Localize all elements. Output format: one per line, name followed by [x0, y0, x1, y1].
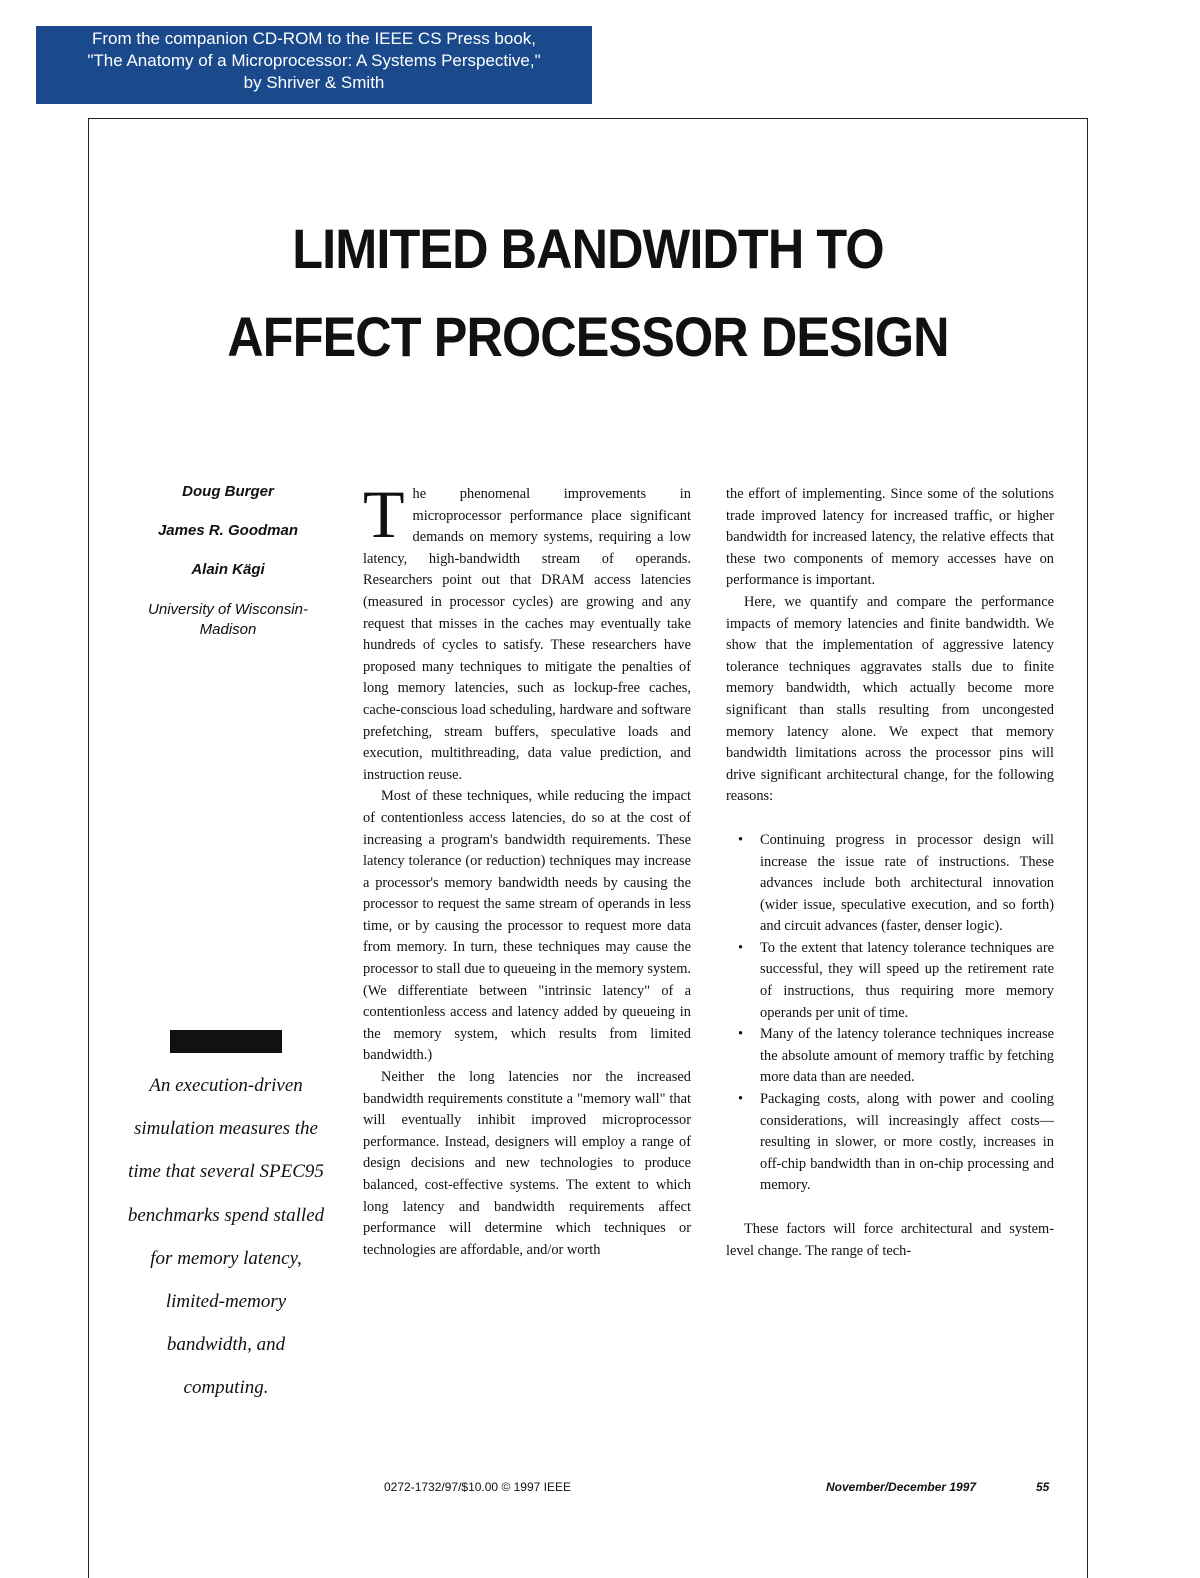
source-banner	[36, 26, 592, 104]
author-name: Doug Burger	[182, 483, 274, 500]
paragraph-text: he phenomenal improvements in microprocessor performance place significant demands on memory systems, requiring a low latency, high-bandwidth stream of operands. Researchers point out that DRAM access latencies (measured in processor cycles) are growing and any request that misses in the caches may eventually take hundreds of cycles to satisfy. These researchers have proposed many techniques to mitigate the penalties of long memory latencies, such as lockup-free caches, cache-conscious load scheduling, hardware and software prefetching, stream buffers, speculative loads and execution, multithreading, data value prediction, and instruction reuse.	[363, 486, 691, 783]
paragraph: Here, we quantify and compare the performance impacts of memory latencies and finite bandwidth. We show that the implementation of aggressive latency tolerance techniques aggravates stalls due to finite memory bandwidth, which actually become more significant than stalls resulting from uncongested memory latency alone. We expect that memory bandwidth limitations across the processor pins will drive significant architectural change, for the following reasons:	[726, 593, 1054, 805]
author-name: James R. Goodman	[157, 522, 299, 539]
list-item-text: Many of the latency tolerance techniques increase the absolute amount of memory traffic by fetching more data than are needed.	[760, 1026, 1054, 1086]
paragraph: Most of these techniques, while reducing the impact of contentionless access latencies, do so at the cost of increasing a program's bandwidth requirements. These latency tolerance (or reduction) techniques may increase a processor's memory bandwidth needs by causing the processor to request the same stream of operands in less time, or by causing the processor to request more data from memory. In turn, these techniques may cause the processor to stall due to queueing in the memory system. (We differentiate between "intrinsic latency" of a contentionless access and latency added by queueing in the memory system, which results from limited bandwidth.)	[363, 788, 691, 1064]
footer-copyright: 0272-1732/97/$10.00 © 1997 IEEE	[384, 1480, 571, 1494]
page-number: 55	[1036, 1480, 1050, 1494]
bullet-icon: •	[738, 831, 744, 848]
list-item-text: Continuing progress in processor design will increase the issue rate of instructions. These advances include both architectural innovation (wider issue, speculative execution, and so forth) and circuit advances (faster, denser logic).	[760, 831, 1054, 935]
paragraph: Neither the long latencies nor the increased bandwidth requirements constitute a "memory wall" that will eventually inhibit improved microprocessor performance. Instead, designers will employ a range of design decisions and new technologies to produce balanced, cost-effective systems. The extent to which long latency and bandwidth requirements affect performance will determine which techniques or technologies are affordable, and/or worth	[363, 1069, 691, 1258]
list-item	[726, 830, 1054, 938]
body-column-1	[363, 476, 691, 1261]
pullquote-bar	[170, 1030, 282, 1053]
bullet-icon: •	[738, 1026, 744, 1043]
paragraph: These factors will force architectural and system-level change. The range of tech-	[726, 1221, 1054, 1259]
bullet-icon: •	[738, 939, 744, 956]
reasons-list	[726, 830, 1054, 1197]
footer-issue-date: November/December 1997	[826, 1480, 977, 1494]
author-name: Alain Kägi	[191, 561, 265, 578]
bullet-icon: •	[738, 1091, 744, 1108]
paragraph	[363, 476, 691, 786]
author-block	[128, 483, 328, 640]
list-item-text: Packaging costs, along with power and cooling considerations, will increasingly affect costs—resulting in slower, or more costly, increases in off-chip bandwidth than in on-chip processing and memory.	[760, 1091, 1054, 1194]
list-item	[726, 1089, 1054, 1197]
pullquote: An execution-driven simulation measures the time that several SPEC95 benchmarks spend stalled for memory latency, limited-memory bandwidth, and computing.	[127, 1075, 325, 1399]
banner-line-2: "The Anatomy of a Microprocessor: A Systems Perspective,"	[87, 51, 541, 70]
drop-cap: T	[363, 476, 405, 552]
title-line-2: AFFECT PROCESSOR DESIGN	[227, 305, 949, 368]
banner-line-3: by Shriver & Smith	[243, 73, 385, 92]
banner-line-1: From the companion CD-ROM to the IEEE CS Press book,	[91, 29, 537, 48]
title-line-1: LIMITED BANDWIDTH TO	[292, 217, 884, 280]
paragraph: the effort of implementing. Since some of the solutions trade improved latency for increased traffic, or higher bandwidth for increased latency, the relative effects that these two components of memory accesses have on performance is important.	[726, 486, 1054, 589]
article-title	[138, 205, 1038, 381]
list-item	[726, 1024, 1054, 1089]
body-column-2	[726, 484, 1054, 1262]
list-item	[726, 938, 1054, 1024]
author-affiliation: University of Wisconsin-Madison	[148, 601, 308, 638]
list-item-text: To the extent that latency tolerance techniques are successful, they will speed up the retirement rate of instructions, thus requiring more memory operands per unit of time.	[760, 939, 1054, 1021]
